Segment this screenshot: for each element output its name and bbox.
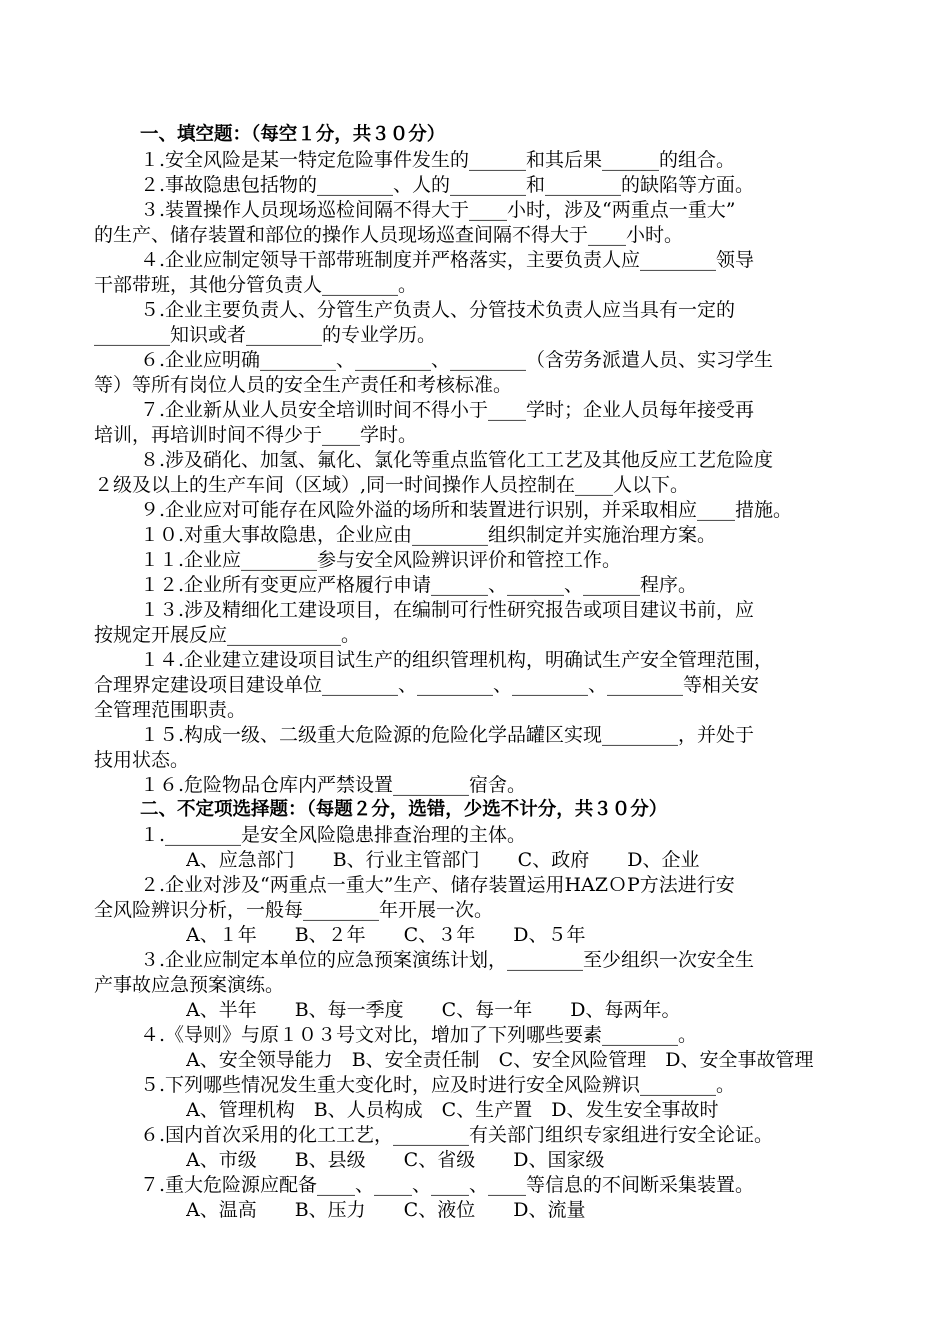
q2-3-options: A、半年 B、每一季度 C、每一年 D、每两年。 (186, 999, 681, 1021)
q2-5-options: A、管理机构 B、人员构成 C、生产置 D、发生安全事故时 (186, 1099, 719, 1121)
q2-1: １.________是安全风险隐患排查治理的主体。 (140, 824, 527, 846)
q1-15-cont: 技用状态。 (94, 749, 190, 771)
q1-6-cont: 等）等所有岗位人员的安全生产责任和考核标准。 (94, 374, 513, 396)
q2-7-options: A、温高 B、压力 C、液位 D、流量 (186, 1199, 586, 1221)
q2-2-options: A、１年 B、２年 C、３年 D、５年 (186, 924, 586, 946)
q1-5: ５.企业主要负责人、分管生产负责人、分管技术负责人应当具有一定的 (140, 299, 736, 321)
q1-15: １５.构成一级、二级重大危险源的危险化学品罐区实现________，并处于 (140, 724, 755, 746)
q1-3-cont: 的生产、储存装置和部位的操作人员现场巡查间隔不得大于____小时。 (94, 224, 684, 246)
q2-3-cont: 产事故应急预案演练。 (94, 974, 285, 996)
q1-13: １３.涉及精细化工建设项目，在编制可行性研究报告或项目建议书前，应 (140, 599, 755, 621)
q2-6: ６.国内首次采用的化工工艺，________有关部门组织专家组进行安全论证。 (140, 1124, 774, 1146)
q1-14-cont2: 全管理范围职责。 (94, 699, 247, 721)
q1-14-cont: 合理界定建设项目建设单位________、________、________、________等相关安 (94, 674, 760, 696)
q1-16: １６.危险物品仓库内严禁设置________宿舍。 (140, 774, 527, 796)
q2-5: ５.下列哪些情况发生重大变化时，应及时进行安全风险辨识________。 (140, 1074, 736, 1096)
q2-2: ２.企业对涉及“两重点一重大”生产、储存装置运用HAZＯP方法进行安 (140, 874, 735, 896)
q1-5-cont: ________知识或者________的专业学历。 (94, 324, 437, 346)
q1-6: ６.企业应明确________、________、________（含劳务派遣人员、实习学生 (140, 349, 774, 371)
q1-7-cont: 培训，再培训时间不得少于____学时。 (94, 424, 418, 446)
q1-4-cont: 干部带班，其他分管负责人________。 (94, 274, 418, 296)
q2-6-options: A、市级 B、县级 C、省级 D、国家级 (186, 1149, 605, 1171)
q1-7: ７.企业新从业人员安全培训时间不得小于____学时；企业人员每年接受再 (140, 399, 755, 421)
q2-4-options: A、安全领导能力 B、安全责任制 C、安全风险管理 D、安全事故管理 (186, 1049, 814, 1071)
section1-title: 一、填空题：（每空１分，共３０分） (140, 124, 446, 145)
q1-14: １４.企业建立建设项目试生产的组织管理机构，明确试生产安全管理范围， (140, 649, 774, 671)
q1-2: ２.事故隐患包括物的________、人的________和________的缺陷等方面。 (140, 174, 755, 196)
q1-10: １０.对重大事故隐患，企业应由________组织制定并实施治理方案。 (140, 524, 717, 546)
q1-3: ３.装置操作人员现场巡检间隔不得大于____小时，涉及“两重点一重大” (140, 199, 736, 221)
q1-4: ４.企业应制定领导干部带班制度并严格落实，主要负责人应________领导 (140, 249, 755, 271)
q1-1: １.安全风险是某一特定危险事件发生的______和其后果______的组合。 (140, 149, 736, 171)
q2-4: ４.《导则》与原１０３号文对比，增加了下列哪些要素________。 (140, 1024, 698, 1046)
q1-8: ８.涉及硝化、加氢、氟化、氯化等重点监管化工工艺及其他反应工艺危险度 (140, 449, 774, 471)
q2-3: ３.企业应制定本单位的应急预案演练计划，________至少组织一次安全生 (140, 949, 755, 971)
q1-8-cont: ２级及以上的生产车间（区域）,同一时间操作人员控制在____人以下。 (94, 474, 690, 496)
q1-11: １１.企业应________参与安全风险辨识评价和管控工作。 (140, 549, 622, 571)
q1-12: １２.企业所有变更应严格履行申请______、______、______程序。 (140, 574, 698, 596)
q2-7: ７.重大危险源应配备____、____、____、____等信息的不间断采集装置。 (140, 1174, 755, 1196)
q2-2-cont: 全风险辨识分析，一般每________年开展一次。 (94, 899, 494, 921)
q2-1-options: A、应急部门 B、行业主管部门 C、政府 D、企业 (186, 849, 700, 871)
q1-9: ９.企业应对可能存在风险外溢的场所和装置进行识别，并采取相应____措施。 (140, 499, 793, 521)
q1-13-cont: 按规定开展反应____________。 (94, 624, 361, 646)
section2-title: 二、不定项选择题：（每题２分，选错，少选不计分，共３０分） (140, 799, 668, 820)
